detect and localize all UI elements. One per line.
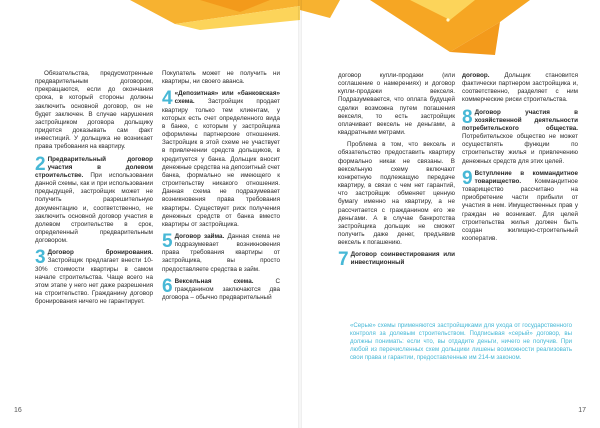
right-column-2 (462, 72, 578, 247)
intro-paragraph: Покупатель может не получить ни квартиры, ни своего аванса. (162, 70, 280, 86)
section-text: Застройщик предлагает внести 10-30% стоимости квартиры в самом начале строительства. Чаще всего на этом этапе у него нет даже разрешения на строительство. Гражданину договор бронирования ничего не гарантирует. (35, 257, 153, 306)
book-gutter (298, 0, 302, 428)
right-decoration-banner (300, 0, 600, 70)
section-heading: Предварительный договор участия в долевом строительстве. (35, 155, 153, 179)
section-7 (338, 249, 455, 271)
section-text: Данная схема не подразумевает возникновения права требования квартиры от застройщика, вы просто предоставляете средства в займ. (162, 232, 280, 273)
page-number: 17 (578, 407, 586, 414)
section-5 (162, 230, 280, 274)
section-number: 6 (162, 275, 173, 297)
section-number: 2 (35, 153, 46, 175)
paragraph: договор купли-продажи (или соглашение о намерениях) и договор купли-продажи векселя. Подразумевается, что оплата будущей сделки возможна путем погашения векселя, то есть застройщик оплачивает вексель не деньгами, а квадратными метрами. (338, 72, 455, 137)
section-number: 4 (162, 88, 173, 110)
section-3 (35, 249, 153, 306)
section-6 (162, 275, 280, 302)
section-text: Потребительское общество не может осуществлять функции по строительству жилья и привлечению денежных средств для этих целей. (462, 133, 578, 165)
bold-lead: договор. (462, 72, 490, 79)
section-heading: Договор соинвестирования или инвестиционный (350, 251, 455, 267)
section-heading: Договор участия в хозяйственной деятельности потребительского общества. (462, 108, 578, 132)
section-heading: Договор бронирования. (47, 249, 153, 257)
section-8 (462, 106, 578, 166)
section-heading: Договор займа. (174, 232, 225, 240)
right-column-1 (338, 72, 455, 272)
left-column-1 (35, 70, 153, 310)
page-number: 16 (14, 407, 22, 414)
paragraph-text: Дольщик становится фактически партнером застройщика и, соответственно, разделяет с ним коммерческие риски строительства. (462, 72, 578, 104)
section-4 (162, 90, 280, 229)
info-note: «Серые» схемы применяются застройщиками для ухода от государственного контроля за долевым строительством. Подписывая «серый» договор, вы должны понимать: если что, вы отдадите деньги, ничего не получив. При любой из перечисленных схем дольщики лишены возможности реализовать свои права и гарантии, предоставленные им 214-м законом. (350, 322, 572, 361)
section-text: С гражданином заключаются два договора – обычно предварительный (162, 277, 280, 302)
section-text: Коммандитное товарищество рассчитано на приобретение части прибыли от участия в нем. Имущественных прав у граждан не возникает. Для целей строительства жилья должен быть создан жилищно-строительный кооператив. (462, 177, 578, 242)
section-heading: «Депозитная» или «банковская» схема. (174, 90, 280, 106)
section-text: Застройщик продает квартиру только тем клиентам, у которых есть счет определенного вида в банке, с которым у застройщика оформлены партнерские отношения. Застройщик в этой схеме не участвует в привлечении средств дольщиков, в кредитуется у банка. Дольщик вносит денежные средства на депозитный счет банка, формально не имеющего к строительству никакого отношения. Данная схема не подразумевает возникновения права требования квартиры. Существует риск получения денежных средств от банка вместо квартиры от застройщика. (162, 98, 280, 228)
section-number: 3 (35, 247, 46, 269)
paragraph: Проблема в том, что вексель и обязательство предоставить квартиру формально никак не связаны. В вексельную схему включают конкретную подлежащую передаче квартиру, в связи с чем нет гарантий, что застройщик обменяет ценную бумагу именно на квартиру, а не рассчитается с гражданином его же деньгами. А в случае банкротства застройщика дольщик не сможет получить даже денег, предъявив вексель к погашению. (338, 141, 455, 247)
right-page (300, 0, 600, 428)
section-heading: Вексельная схема. (174, 277, 254, 285)
intro-paragraph: Обязательства, предусмотренные предварительным договором, прекращаются, если до окончания срока, в который стороны должны заключить основной договор, он не будет заключен. В случае нарушения застройщиком договора дольщику придется доказывать сам факт инвестиций. У дольщика не возникает права требования на квартиру. (35, 70, 153, 151)
section-number: 5 (162, 230, 173, 252)
section-number: 7 (338, 249, 349, 271)
section-number: 9 (462, 167, 473, 189)
paragraph (462, 72, 578, 105)
section-9 (462, 167, 578, 243)
left-column-2 (162, 70, 280, 306)
section-number: 8 (462, 106, 473, 128)
section-2 (35, 153, 153, 246)
section-text: При использовании данной схемы, как и при использовании предыдущей, застройщик может не получить разрешительную документацию и, соответственно, не заключить основной договор участия в долевом строительстве в срок, определенный предварительным договором. (35, 171, 153, 245)
section-heading: Вступление в коммандитное товарищество. (474, 169, 578, 185)
left-decoration-banner (0, 0, 300, 40)
